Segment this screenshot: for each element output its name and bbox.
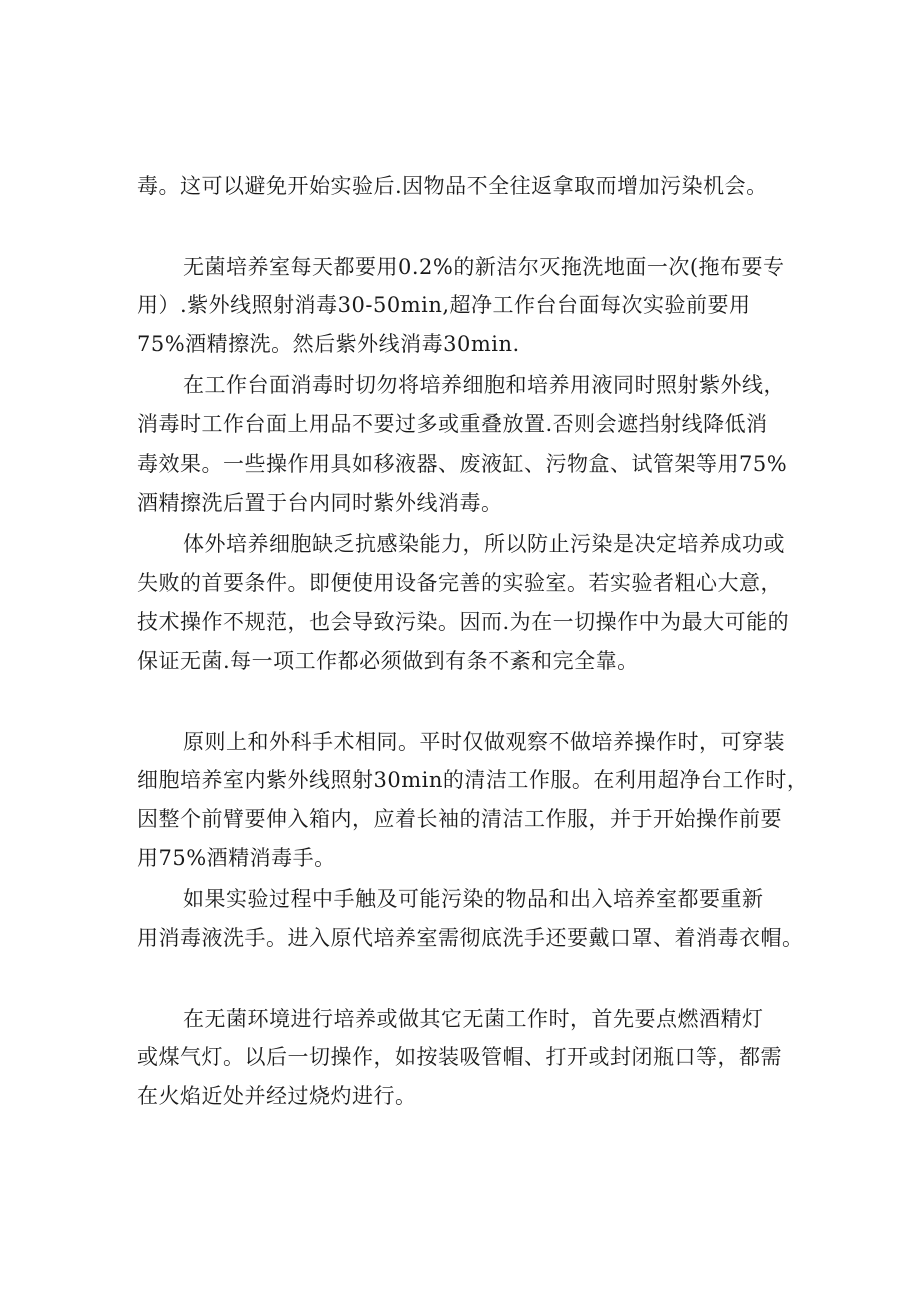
text-line-16: 用75%酒精消毒手。 bbox=[137, 846, 336, 870]
text-line-15: 因整个前臂要伸入箱内，应着长袖的清洁工作服，并于开始操作前要 bbox=[137, 807, 782, 831]
text-line-8: 酒精擦洗后置于台内同时紫外线消毒。 bbox=[137, 491, 503, 515]
text-line-19: 在无菌环境进行培养或做其它无菌工作时，首先要点燃酒精灯 bbox=[183, 1007, 764, 1031]
text-line-20: 或煤气灯。以后一切操作，如按装吸管帽、打开或封闭瓶口等，都需 bbox=[137, 1045, 782, 1069]
text-line-10: 失败的首要条件。即便使用设备完善的实验室。若实验者粗心大意， bbox=[137, 571, 782, 595]
text-line-9: 体外培养细胞缺乏抗感染能力，所以防止污染是决定培养成功或 bbox=[183, 532, 785, 556]
text-line-4: 75%酒精擦洗。然后紫外线消毒30min. bbox=[137, 332, 520, 356]
text-line-1: 毒。这可以避免开始实验后.因物品不全往返拿取而增加污染机会。 bbox=[137, 174, 768, 198]
text-line-2: 无菌培养室每天都要用0.2%的新洁尔灭拖洗地面一次(拖布要专 bbox=[183, 255, 785, 279]
text-line-11: 技术操作不规范，也会导致污染。因而.为在一切操作中为最大可能的 bbox=[137, 610, 790, 634]
text-line-6: 消毒时工作台面上用品不要过多或重叠放置.否则会遮挡射线降低消 bbox=[137, 412, 768, 436]
text-line-5: 在工作台面消毒时切勿将培养细胞和培养用液同时照射紫外线， bbox=[183, 373, 785, 397]
text-line-12: 保证无菌.每一项工作都必须做到有条不紊和完全靠。 bbox=[137, 649, 639, 673]
text-line-7: 毒效果。一些操作用具如移液器、废液缸、污物盒、试管架等用75% bbox=[137, 452, 788, 476]
text-line-21: 在火焰近处并经过烧灼进行。 bbox=[137, 1084, 417, 1108]
text-line-3: 用）.紫外线照射消毒30-50min,超净工作台台面每次实验前要用 bbox=[137, 293, 751, 317]
text-line-13: 原则上和外科手术相同。平时仅做观察不做培养操作时，可穿装 bbox=[183, 730, 785, 754]
text-line-18: 用消毒液洗手。进入原代培养室需彻底洗手还要戴口罩、着消毒衣帽。 bbox=[137, 926, 804, 950]
text-line-17: 如果实验过程中手触及可能污染的物品和出入培养室都要重新 bbox=[183, 887, 764, 911]
text-line-14: 细胞培养室内紫外线照射30min的清洁工作服。在利用超净台工作时， bbox=[137, 768, 809, 792]
